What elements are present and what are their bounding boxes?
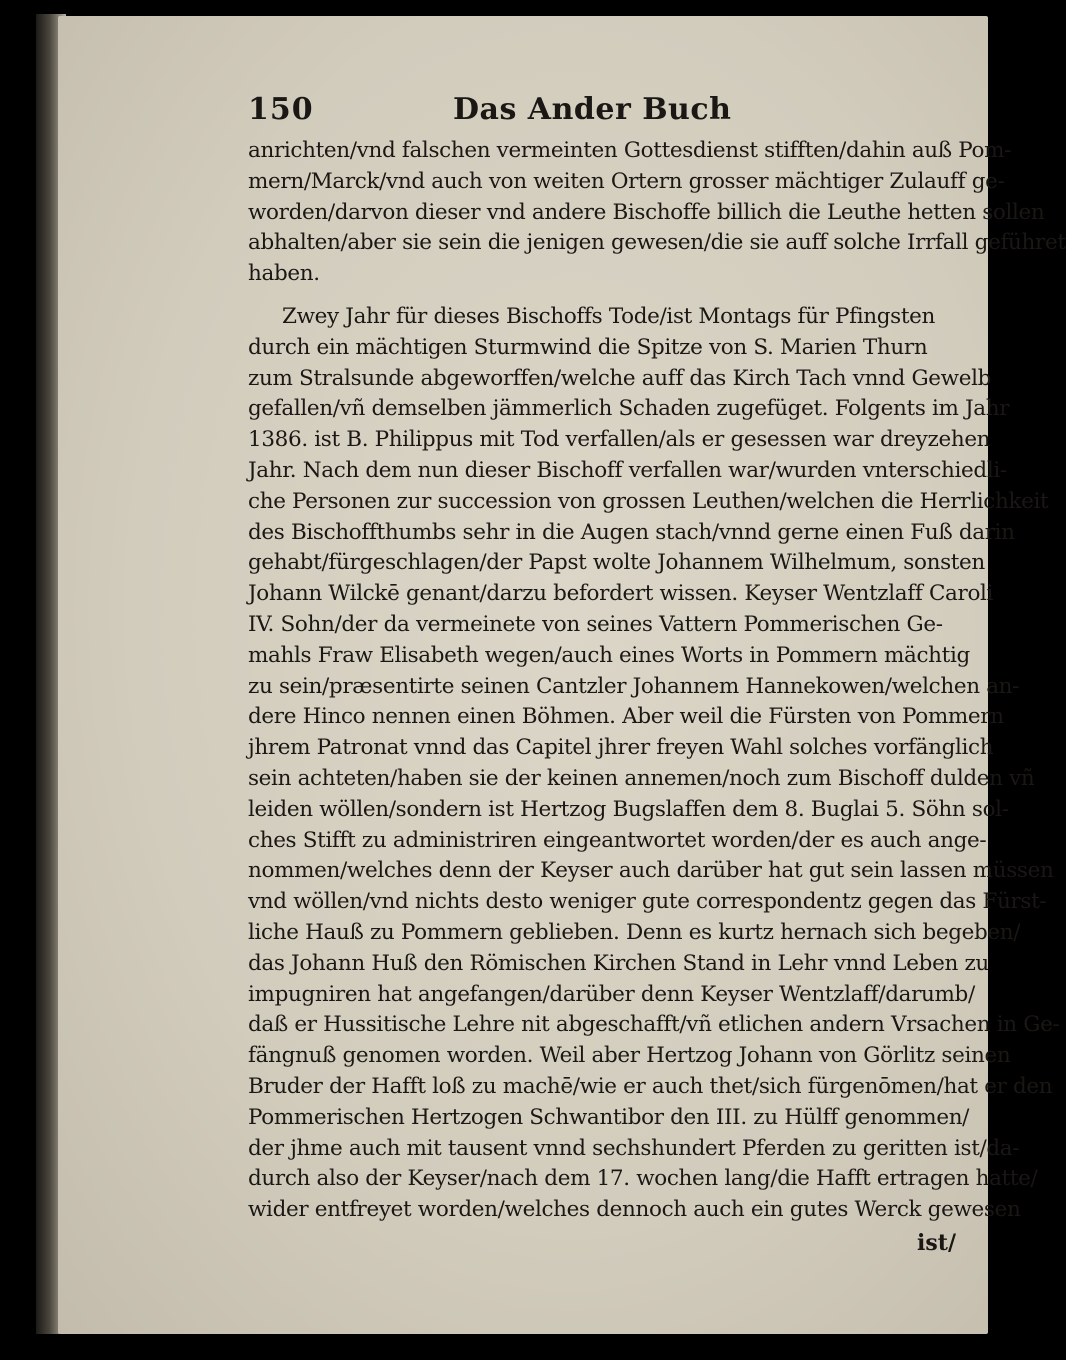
- text-line: das Johann Huß den Römischen Kirchen Stand in Lehr vnnd Leben zu: [248, 950, 989, 976]
- text-line: haben.: [248, 261, 320, 287]
- paragraph-gap: [248, 290, 968, 302]
- text-line: abhalten/aber sie sein die jenigen gewesen/die sie auff solche Irrfall geführet: [248, 230, 1066, 256]
- text-line: liche Hauß zu Pommern geblieben. Denn es kurtz hernach sich begeben/: [248, 919, 1021, 945]
- text-line: ches Stifft zu administriren eingeantwortet worden/der es auch ange-: [248, 827, 987, 853]
- text-line: der jhme auch mit tausent vnnd sechshundert Pferden zu geritten ist/da-: [248, 1135, 1020, 1161]
- text-line: zu sein/præsentirte seinen Cantzler Johannem Hannekowen/welchen an-: [248, 673, 1020, 699]
- text-block: [248, 92, 1066, 1258]
- paragraph-2: [248, 302, 1060, 1226]
- text-line: Johann Wilckē genant/darzu befordert wissen. Keyser Wentzlaff Caroli: [248, 581, 994, 607]
- text-line: che Personen zur succession von grossen Leuthen/welchen die Herrlichkeit: [248, 488, 1049, 514]
- text-line: fängnuß genomen worden. Weil aber Hertzog Johann von Görlitz seinen: [248, 1043, 1011, 1069]
- paragraph-1: [248, 136, 1066, 290]
- text-line: daß er Hussitische Lehre nit abgeschafft/vñ etlichen andern Vrsachen in Ge-: [248, 1012, 1060, 1038]
- text-line: leiden wöllen/sondern ist Hertzog Bugslaffen dem 8. Buglai 5. Söhn sol-: [248, 796, 1009, 822]
- text-line: wider entfreyet worden/welches dennoch auch ein gutes Werck gewesen: [248, 1197, 1021, 1223]
- text-line: dere Hinco nennen einen Böhmen. Aber weil die Fürsten von Pommern: [248, 704, 1004, 730]
- text-line: sein achteten/haben sie der keinen annemen/noch zum Bischoff dulden vñ: [248, 765, 1035, 791]
- text-line: mern/Marck/vnd auch von weiten Ortern grosser mächtiger Zulauff ge-: [248, 168, 1005, 194]
- text-line: 1386. ist B. Philippus mit Tod verfallen/als er gesessen war dreyzehen: [248, 427, 991, 453]
- text-line: IV. Sohn/der da vermeinete von seines Vattern Pommerischen Ge-: [248, 611, 943, 637]
- text-line: worden/darvon dieser vnd andere Bischoffe billich die Leuthe hetten sollen: [248, 199, 1045, 225]
- catchword: ist/: [917, 1229, 956, 1256]
- text-line: anrichten/vnd falschen vermeinten Gottesdienst stifften/dahin auß Pom-: [248, 138, 1012, 163]
- text-line: impugniren hat angefangen/darüber denn Keyser Wentzlaff/darumb/: [248, 981, 975, 1007]
- text-line: Jahr. Nach dem nun dieser Bischoff verfallen war/wurden vnterschiedli-: [248, 457, 1007, 483]
- text-line: durch ein mächtigen Sturmwind die Spitze von S. Marien Thurn: [248, 334, 928, 360]
- text-line: Zwey Jahr für dieses Bischoffs Tode/ist Montags für Pfingsten: [282, 303, 936, 329]
- text-line: jhrem Patronat vnnd das Capitel jhrer freyen Wahl solches vorfänglich: [248, 735, 994, 761]
- text-line: des Bischoffthumbs sehr in die Augen stach/vnnd gerne einen Fuß darin: [248, 519, 1015, 545]
- text-line: durch also der Keyser/nach dem 17. wochen lang/die Hafft ertragen hatte/: [248, 1166, 1038, 1192]
- text-line: Pommerischen Hertzogen Schwantibor den III. zu Hülff genommen/: [248, 1104, 970, 1130]
- running-head: Das Ander Buch: [453, 92, 732, 127]
- text-line: gefallen/vñ demselben jämmerlich Schaden zugefüget. Folgents im Jahr: [248, 396, 1010, 422]
- text-line: zum Stralsunde abgeworffen/welche auff das Kirch Tach vnnd Gewelb: [248, 365, 992, 391]
- page-number: 150: [248, 92, 314, 127]
- text-line: Bruder der Hafft loß zu machē/wie er auch thet/sich fürgenōmen/hat er den: [248, 1073, 1053, 1099]
- text-line: nommen/welches denn der Keyser auch darüber hat gut sein lassen müssen: [248, 858, 1054, 884]
- text-line: mahls Fraw Elisabeth wegen/auch eines Worts in Pommern mächtig: [248, 642, 970, 668]
- text-line: gehabt/fürgeschlagen/der Papst wolte Johannem Wilhelmum, sonsten: [248, 550, 985, 576]
- text-line: vnd wöllen/vnd nichts desto weniger gute correspondentz gegen das Fürst-: [248, 889, 1047, 915]
- page-header: [248, 92, 968, 136]
